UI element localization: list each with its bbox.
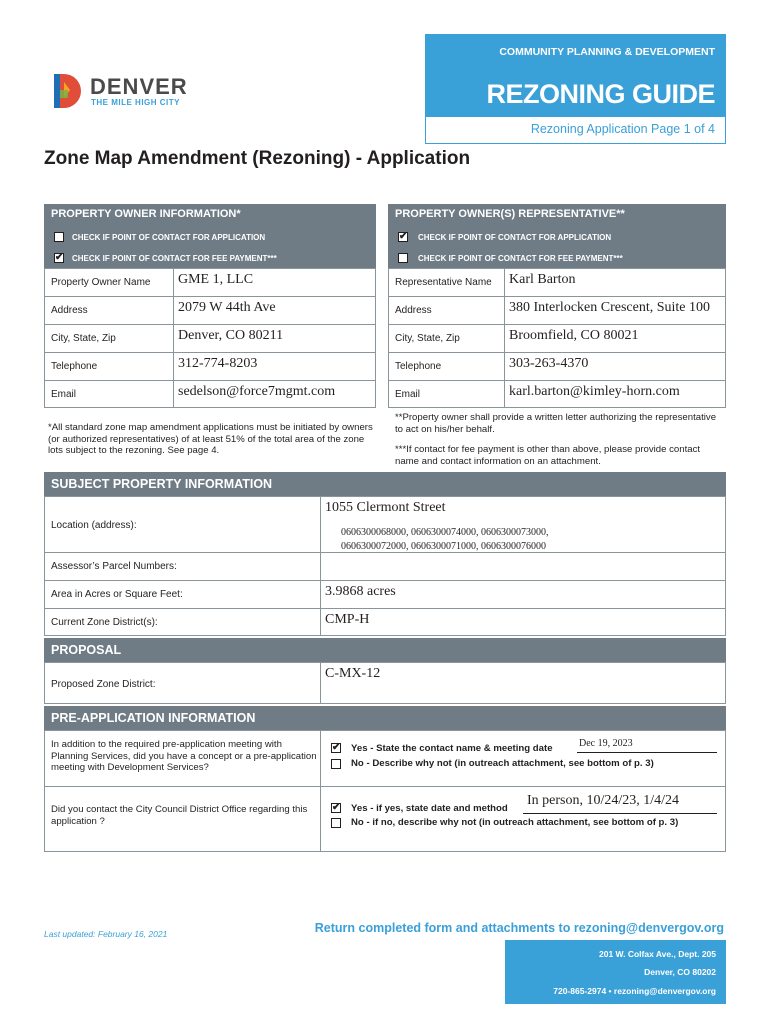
footer-contact-info: 720-865-2974 • rezoning@denvergov.org <box>553 986 716 996</box>
rep-contact-checkbox[interactable]: ✔ <box>399 231 408 242</box>
logo <box>50 72 200 112</box>
rep-note-1: **Property owner shall provide a written letter authorizing the representative to act on his/her behalf. <box>395 412 717 435</box>
owner-contact-label: CHECK IF POINT OF CONTACT FOR APPLICATION <box>72 233 266 242</box>
subject-row-divider <box>44 580 726 581</box>
proposal-field-divider <box>320 662 321 704</box>
owner-city-label: City, State, Zip <box>51 333 116 344</box>
owner-fee-label: CHECK IF POINT OF CONTACT FOR FEE PAYMENT*** <box>72 254 277 263</box>
proposal-section-title: PROPOSAL <box>51 643 122 657</box>
preapp-field-divider <box>320 730 321 852</box>
rep-city-label: City, State, Zip <box>395 333 460 344</box>
owner-name-label: Property Owner Name <box>51 277 151 288</box>
proposed-zone-label: Proposed Zone District: <box>51 679 156 690</box>
owner-field-divider <box>173 268 174 408</box>
q1-yes-checkbox[interactable]: ✔ <box>332 742 341 753</box>
owner-note: *All standard zone map amendment applications must be initiated by owners (or authorized representatives) of at least 51% of the total area of the zone lots subject to the rezoning. See page 4. <box>48 422 373 456</box>
page-label: Rezoning Application Page 1 of 4 <box>530 122 715 136</box>
rep-email-field[interactable]: karl.barton@kimley-horn.com <box>509 384 680 399</box>
owner-phone-field[interactable]: 312-774-8203 <box>178 356 258 371</box>
owner-fee-checkbox[interactable]: ✔ <box>55 252 64 263</box>
dept-name: COMMUNITY PLANNING & DEVELOPMENT <box>499 46 715 58</box>
owner-phone-label: Telephone <box>51 361 98 372</box>
q1-yes-label: Yes - State the contact name & meeting date <box>351 743 553 754</box>
last-updated: Last updated: February 16, 2021 <box>44 929 168 939</box>
owner-row-divider <box>44 324 376 325</box>
zone-field[interactable]: CMP-H <box>325 612 370 627</box>
q1-no-checkbox[interactable] <box>331 759 341 769</box>
logo-tagline: THE MILE HIGH CITY <box>91 98 180 107</box>
parcels-line-2[interactable]: 0606300072000, 0606300071000, 0606300076000 <box>341 541 546 552</box>
q2-method-line <box>523 813 717 814</box>
rep-row-divider <box>388 296 726 297</box>
rep-name-label: Representative Name <box>395 277 492 288</box>
owner-address-field[interactable]: 2079 W 44th Ave <box>178 300 276 315</box>
proposed-zone-field[interactable]: C-MX-12 <box>325 666 381 681</box>
subject-field-divider <box>320 496 321 636</box>
owner-email-label: Email <box>51 389 77 400</box>
parcels-line-1[interactable]: 0606300068000, 0606300074000, 0606300073000, <box>341 527 549 538</box>
guide-title: REZONING GUIDE <box>486 79 715 109</box>
rep-address-field[interactable]: 380 Interlocken Crescent, Suite 100 <box>509 300 711 315</box>
rep-phone-label: Telephone <box>395 361 442 372</box>
preapp-row-divider <box>44 786 726 787</box>
zone-label: Current Zone District(s): <box>51 617 158 628</box>
rep-row-divider <box>388 352 726 353</box>
page-title: Zone Map Amendment (Rezoning) - Application <box>44 148 471 169</box>
parcels-label: Assessor’s Parcel Numbers: <box>51 561 177 572</box>
q1-no-label: No - Describe why not (in outreach attachment, see bottom of p. 3) <box>351 758 654 769</box>
subject-row-divider <box>44 608 726 609</box>
footer-address-1: 201 W. Colfax Ave., Dept. 205 <box>599 949 716 959</box>
q2-yes-checkbox[interactable]: ✔ <box>332 802 341 813</box>
owner-email-field[interactable]: sedelson@force7mgmt.com <box>178 384 336 399</box>
q2-no-label: No - if no, describe why not (in outreach attachment, see bottom of p. 3) <box>351 817 679 828</box>
q2-yes-label: Yes - if yes, state date and method <box>351 803 508 814</box>
rep-contact-label: CHECK IF POINT OF CONTACT FOR APPLICATION <box>418 233 612 242</box>
location-label: Location (address): <box>51 520 137 531</box>
rep-fee-label: CHECK IF POINT OF CONTACT FOR FEE PAYMENT*** <box>418 254 623 263</box>
rep-address-label: Address <box>395 305 432 316</box>
denver-logo-icon <box>50 72 84 110</box>
rep-row-divider <box>388 380 726 381</box>
owner-row-divider <box>44 296 376 297</box>
proposal-section-header <box>44 638 726 662</box>
owner-city-field[interactable]: Denver, CO 80211 <box>178 328 284 343</box>
logo-name: DENVER <box>90 74 188 99</box>
area-label: Area in Acres or Square Feet: <box>51 589 183 600</box>
rep-name-field[interactable]: Karl Barton <box>509 272 576 287</box>
rep-fee-checkbox[interactable] <box>398 253 408 263</box>
owner-row-divider <box>44 352 376 353</box>
owner-name-field[interactable]: GME 1, LLC <box>178 272 254 287</box>
subject-row-divider <box>44 552 726 553</box>
area-field[interactable]: 3.9868 acres <box>325 584 396 599</box>
rep-row-divider <box>388 324 726 325</box>
subject-section-title: SUBJECT PROPERTY INFORMATION <box>51 477 273 491</box>
owner-section-title: PROPERTY OWNER INFORMATION* <box>51 208 241 220</box>
preapp-question-1: In addition to the required pre-application meeting with Planning Services, did you have a concept or a pre-application meeting with Development Services? <box>51 739 317 773</box>
rep-city-field[interactable]: Broomfield, CO 80021 <box>509 328 639 343</box>
q1-date-line <box>577 752 717 753</box>
q2-method-field[interactable]: In person, 10/24/23, 1/4/24 <box>527 793 680 808</box>
owner-row-divider <box>44 380 376 381</box>
q1-date-field[interactable]: Dec 19, 2023 <box>579 738 633 749</box>
preapp-section-title: PRE-APPLICATION INFORMATION <box>51 711 256 725</box>
q2-no-checkbox[interactable] <box>331 818 341 828</box>
rep-phone-field[interactable]: 303-263-4370 <box>509 356 589 371</box>
location-field[interactable]: 1055 Clermont Street <box>325 500 446 515</box>
rep-email-label: Email <box>395 389 421 400</box>
rep-field-divider <box>504 268 505 408</box>
preapp-question-2: Did you contact the City Council District Office regarding this application ? <box>51 804 308 827</box>
rep-section-title: PROPERTY OWNER(S) REPRESENTATIVE** <box>395 208 625 220</box>
footer-address-2: Denver, CO 80202 <box>644 967 716 977</box>
return-instructions: Return completed form and attachments to rezoning@denvergov.org <box>314 921 724 935</box>
owner-contact-checkbox[interactable] <box>54 232 64 242</box>
owner-address-label: Address <box>51 305 88 316</box>
header-banner <box>425 34 726 144</box>
rep-note-2: ***If contact for fee payment is other than above, please provide contact name and contact information on an attachment. <box>395 444 701 467</box>
